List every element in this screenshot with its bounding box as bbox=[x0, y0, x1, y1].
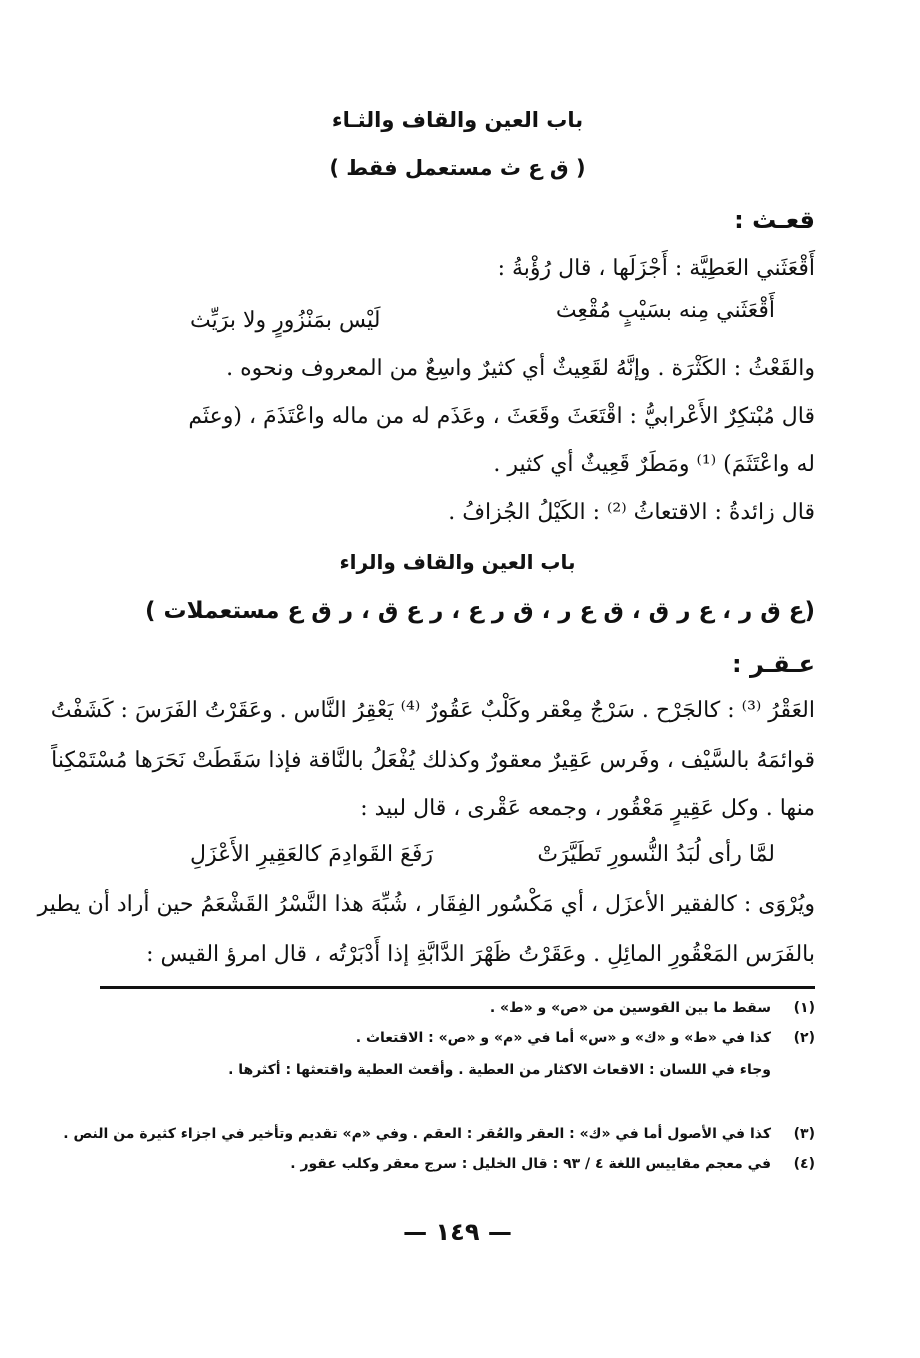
text-line: له واعْتَثَمَ) ⁽¹⁾ ومَطَرٌ قَعِيثٌ أي كثير . bbox=[493, 452, 815, 477]
text-line: أَقْعَثَني العَطِيَّة : أَجْزَلَها ، قال رُؤْبةُ : bbox=[497, 256, 815, 281]
text-line: قال مُبْتكِرٌ الأَعْرابيُّ : اقْتَعَثَ وقَعَثَ ، وعَذَم له من ماله واعْتَذَمَ ، (وعثَم bbox=[188, 404, 815, 429]
footnote-divider bbox=[100, 986, 815, 989]
page-number: — ١٤٩ — bbox=[403, 1218, 512, 1246]
text-line: بالفَرَس المَعْقُورِ المائِلِ . وعَقَرْتُ ظَهْرَ الدَّابَّةِ إذا أَدْبَرْتُه ، قال امرؤ القيس : bbox=[146, 942, 815, 967]
text-line: العَقْرُ ⁽³⁾ : كالجَرْح . سَرْجٌ مِعْقر وكَلْبٌ عَقُورٌ ⁽⁴⁾ يَعْقِرُ النَّاس . وعَقَرْتُ الفَرَسَ : كَشَفْتُ bbox=[50, 698, 815, 723]
entry-title-qath: قعـث : bbox=[734, 206, 815, 234]
footnote bbox=[100, 1156, 815, 1172]
footnote bbox=[100, 1000, 815, 1016]
section-title: باب العين والقاف والثـاء bbox=[331, 108, 584, 132]
entry-title-aqr: عـقـر : bbox=[732, 650, 815, 678]
book-page bbox=[37, 0, 815, 1358]
section-subtitle: ( ق ع ث مستعمل فقط ) bbox=[329, 156, 586, 180]
verse-hemistich-left: لَيْس بمَنْزُورٍ ولا برَيِّث bbox=[190, 308, 381, 333]
footnote-continuation bbox=[100, 1062, 771, 1078]
footnote-text: كذا في الأصول أما في «ك» : العقر والعُقر : العقم . وفي «م» تقديم وتأخير في اجزاء كثيرة من النص . bbox=[63, 1126, 771, 1142]
footnote-number: (١) bbox=[793, 1000, 815, 1016]
verse-hemistich-right: لمَّا رأى لُبَدُ النُّسورِ تَطَيَّرَتْ bbox=[537, 842, 775, 867]
text-line: قال زائدةُ : الاقتعاثُ ⁽²⁾ : الكَيْلُ الجُزافُ . bbox=[448, 500, 815, 525]
footnote bbox=[100, 1030, 815, 1046]
footnote-text: كذا في «ط» و «ك» و «س» أما في «م» و «ص» : الاقتعاث . bbox=[355, 1030, 771, 1046]
root-list: (ع ق ر ، ع ر ق ، ق ع ر ، ق ر ع ، ر ع ق ، ر ق ع مستعملات ) bbox=[145, 598, 815, 624]
footnote-text: في معجم مقاييس اللغة ٤ / ٩٣ : قال الخليل : سرج معقر وكلب عقور . bbox=[290, 1156, 771, 1172]
section-title: باب العين والقاف والراء bbox=[339, 550, 576, 574]
text-line: قوائمَهُ بالسَّيْف ، وفَرس عَقِيرٌ معقورٌ وكذلك يُفْعَلُ بالنَّاقة فإذا سَقَطَتْ نَحَرَها مُسْتَمْكِناً bbox=[51, 748, 815, 773]
footnote bbox=[63, 1126, 815, 1142]
footnote-number: (٤) bbox=[793, 1156, 815, 1172]
text-line: منها . وكل عَقِيرٍ مَعْقُور ، وجمعه عَقْرى ، قال لبيد : bbox=[360, 796, 815, 821]
text-line: والقَعْثُ : الكَثْرَة . وإنَّهُ لقَعِيثٌ أي كثيرٌ واسِعٌ من المعروف ونحوه . bbox=[226, 356, 815, 381]
footnote-text: سقط ما بين القوسين من «ص» و «ط» . bbox=[489, 1000, 771, 1016]
footnote-text: وجاء في اللسان : الاقعاث الاكثار من العطية . وأقعث العطية واقتعثها : أكثرها . bbox=[228, 1062, 771, 1078]
verse-hemistich-right: أَقْعَثَني مِنه بسَيْبٍ مُقْعِث bbox=[555, 298, 775, 323]
footnote-number: (٢) bbox=[793, 1030, 815, 1046]
verse-hemistich-left: رَفَعَ القَوادِمَ كالعَقِيرِ الأَعْزَلِ bbox=[190, 842, 433, 867]
text-line: ويُرْوَى : كالفقير الأعزَل ، أي مَكْسُور الفِقَار ، شُبِّهَ هذا النَّسْرُ القَشْعَمُ حين أراد أن يطير bbox=[37, 892, 815, 917]
footnote-number: (٣) bbox=[793, 1126, 815, 1142]
